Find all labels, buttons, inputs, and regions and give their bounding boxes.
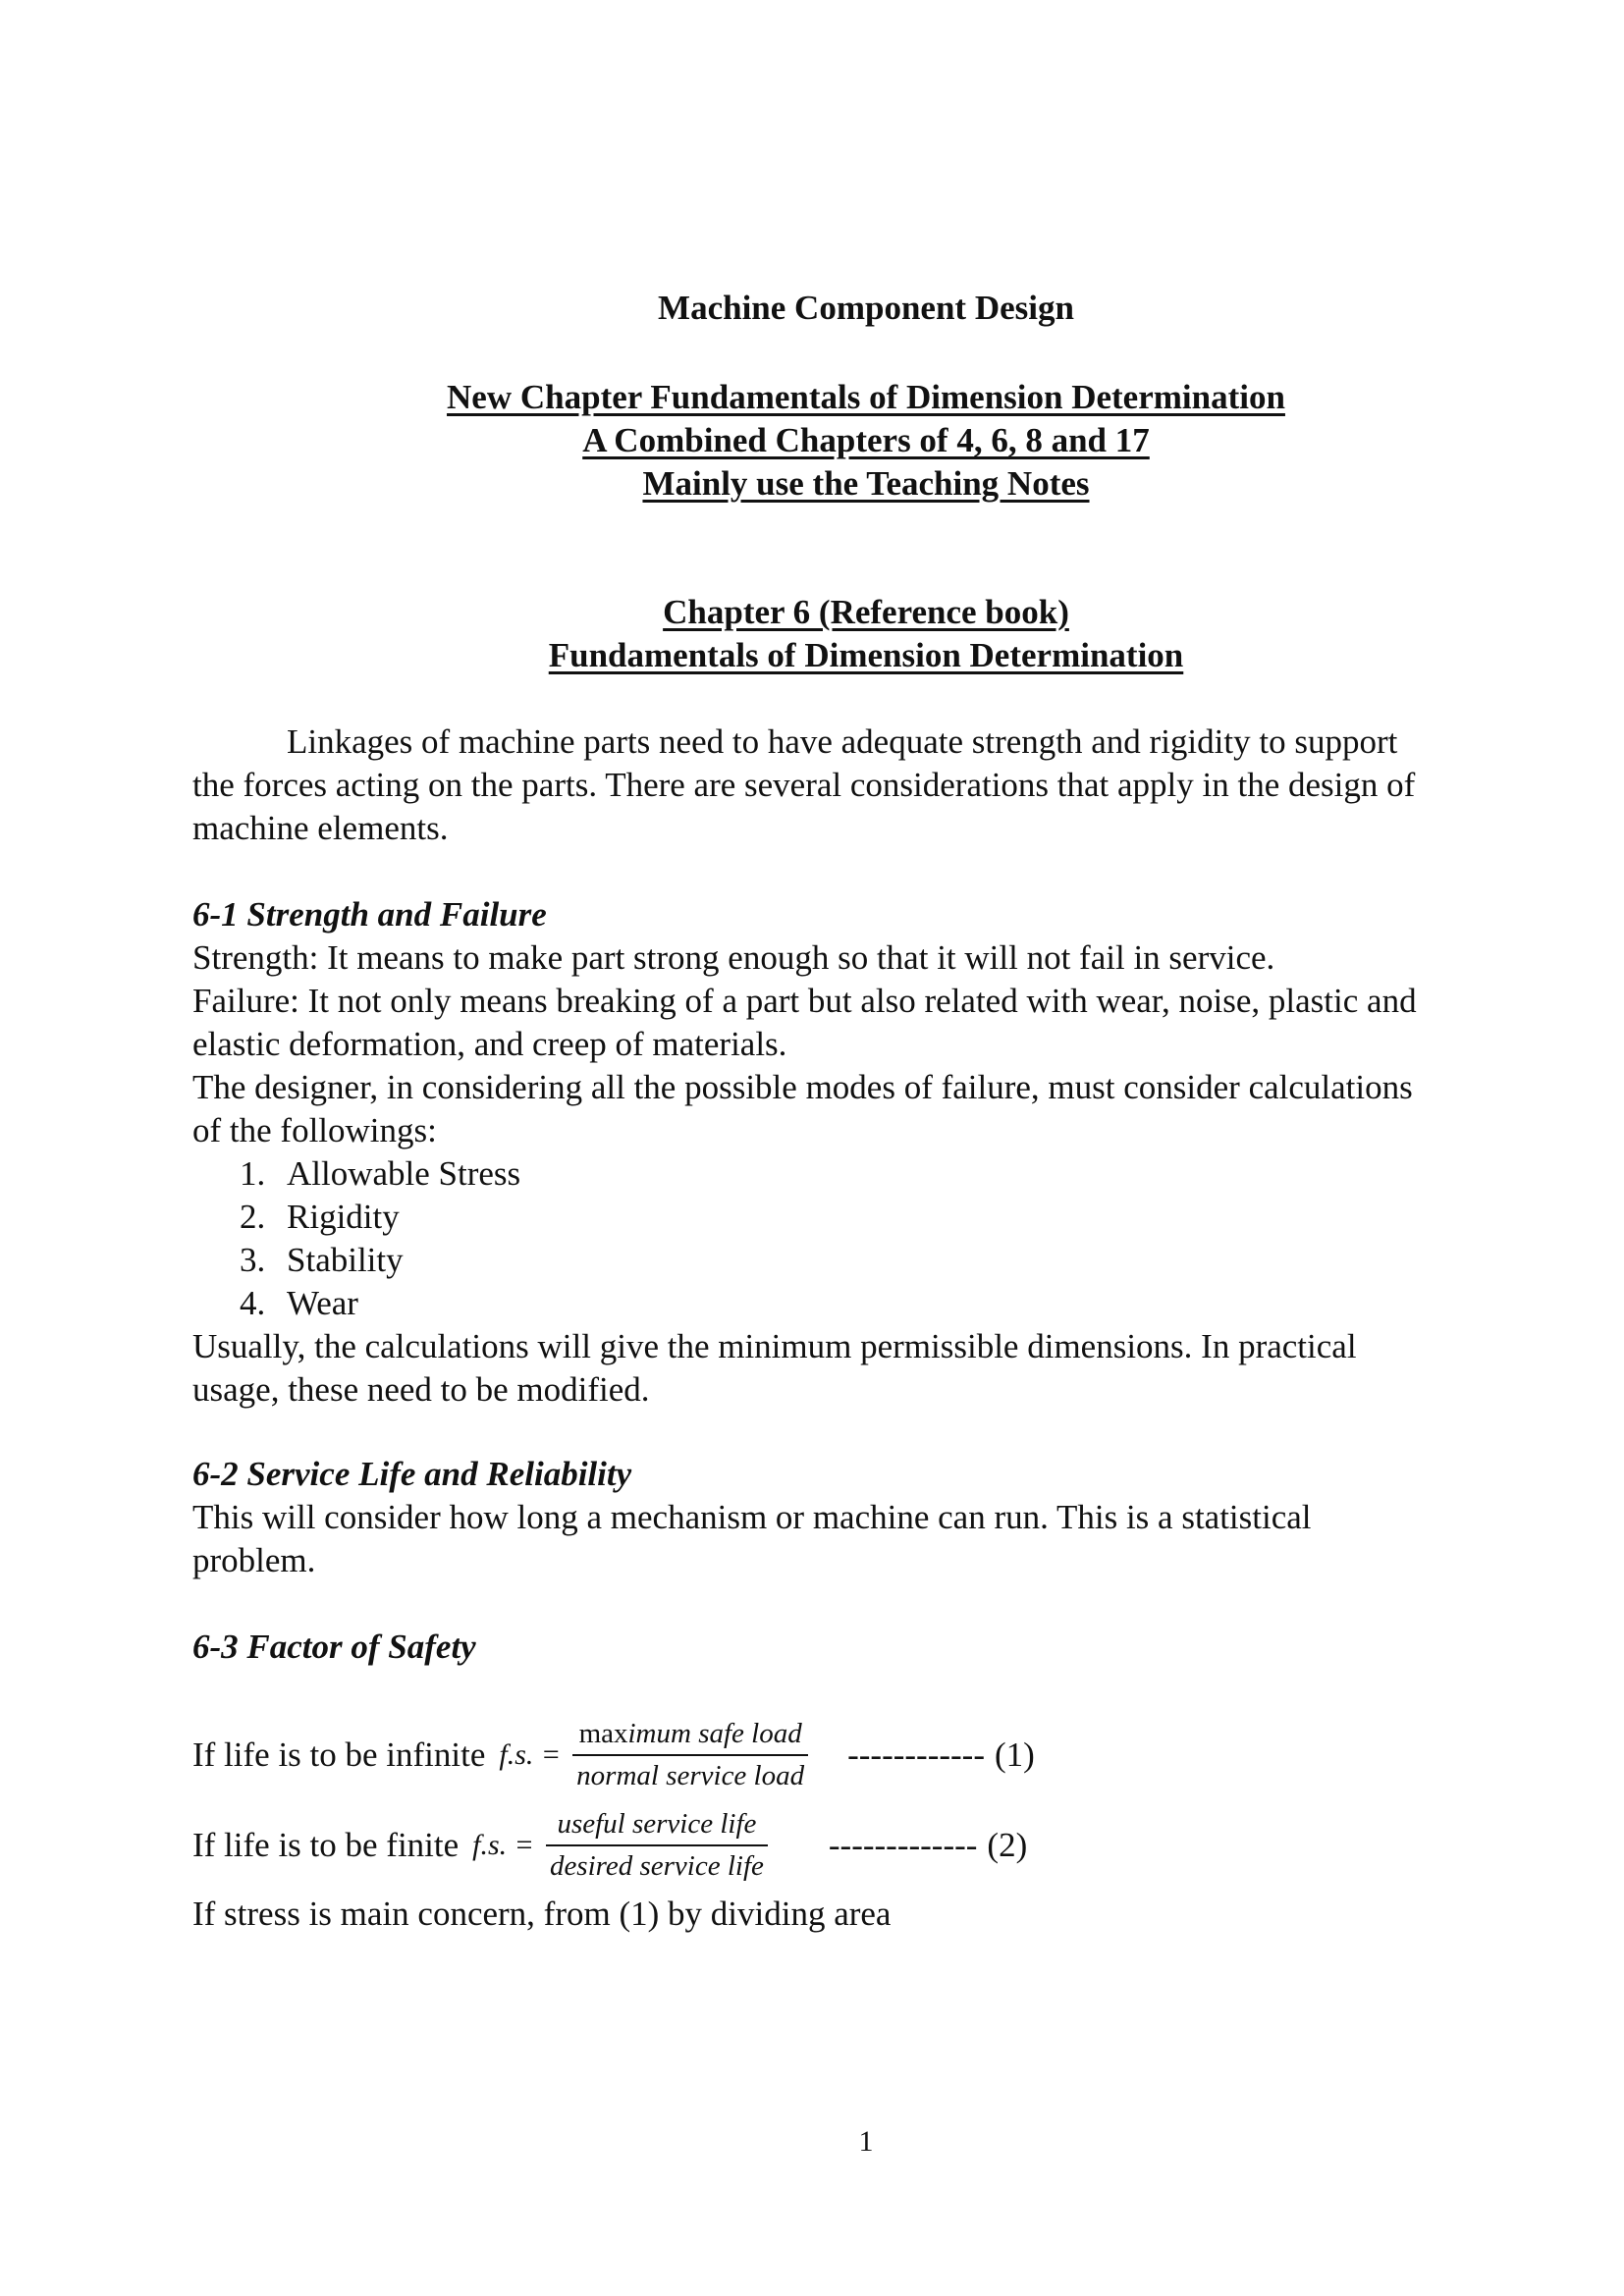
failure-definition: Failure: It not only means breaking of a part but also related with wear, noise, plastic and elastic deformation, and creep of materials. [192, 982, 1417, 1063]
equation-1-numerator: maximum safe load [578, 1718, 802, 1749]
equation-2-denominator: desired service life [546, 1844, 768, 1883]
document-title: Machine Component Design [658, 289, 1074, 327]
top-headings [0, 376, 1624, 506]
list-item: 2. Rigidity [240, 1198, 400, 1236]
heading-teaching-notes: Mainly use the Teaching Notes [642, 464, 1090, 503]
page-number: 1 [858, 2125, 874, 2158]
equation-2-fraction [546, 1808, 768, 1883]
intro-paragraph-block [192, 721, 1430, 850]
equation-1-lhs: f.s. = [499, 1738, 562, 1771]
equation-2-lhs: f.s. = [472, 1829, 534, 1861]
equation-1-tag: (1) [995, 1735, 1035, 1774]
calculations-list [192, 1152, 1430, 1325]
list-item: 1. Allowable Stress [240, 1154, 521, 1193]
stress-paragraph: If stress is main concern, from (1) by dividing area [192, 1895, 892, 1933]
section-6-1-heading: 6-1 Strength and Failure [192, 895, 547, 934]
service-life-paragraph: This will consider how long a mechanism or machine can run. This is a statistical problem. [192, 1498, 1312, 1579]
chapter-headings [0, 591, 1624, 677]
section-6-3 [192, 1626, 1430, 1669]
equation-1-lead: If life is to be infinite [192, 1735, 486, 1774]
section-6-3-heading: 6-3 Factor of Safety [192, 1628, 476, 1666]
stress-paragraph-block [192, 1893, 1430, 1936]
usually-paragraph: Usually, the calculations will give the minimum permissible dimensions. In practical usage, these need to be modified. [192, 1327, 1357, 1409]
equation-1-fraction [572, 1718, 808, 1792]
equation-2-tag: (2) [987, 1826, 1028, 1864]
equation-2-dashes: ------------- [828, 1826, 978, 1864]
equation-1-dashes: ------------ [847, 1735, 985, 1774]
section-6-1 [192, 893, 1430, 1412]
heading-combined-chapters: A Combined Chapters of 4, 6, 8 and 17 [582, 421, 1150, 459]
section-6-2-heading: 6-2 Service Life and Reliability [192, 1455, 632, 1493]
heading-chapter-6: Chapter 6 (Reference book) [663, 593, 1069, 631]
equation-2 [192, 1800, 1027, 1891]
section-6-2 [192, 1453, 1430, 1582]
designer-paragraph: The designer, in considering all the possible modes of failure, must consider calculations of the followings: [192, 1068, 1413, 1149]
equation-1 [192, 1710, 1035, 1800]
equation-2-lead: If life is to be finite [192, 1826, 460, 1864]
list-item: 4. Wear [240, 1284, 358, 1322]
equation-1-denominator: normal service load [572, 1754, 808, 1792]
equation-2-numerator: useful service life [557, 1808, 757, 1840]
list-item: 3. Stability [240, 1241, 404, 1279]
heading-fundamentals: Fundamentals of Dimension Determination [548, 636, 1184, 674]
heading-new-chapter: New Chapter Fundamentals of Dimension Determination [447, 378, 1285, 416]
strength-definition: Strength: It means to make part strong enough so that it will not fail in service. [192, 938, 1275, 977]
intro-paragraph: Linkages of machine parts need to have adequate strength and rigidity to support the forces acting on the parts. There are several considerations that apply in the design of machine elements. [192, 722, 1416, 847]
